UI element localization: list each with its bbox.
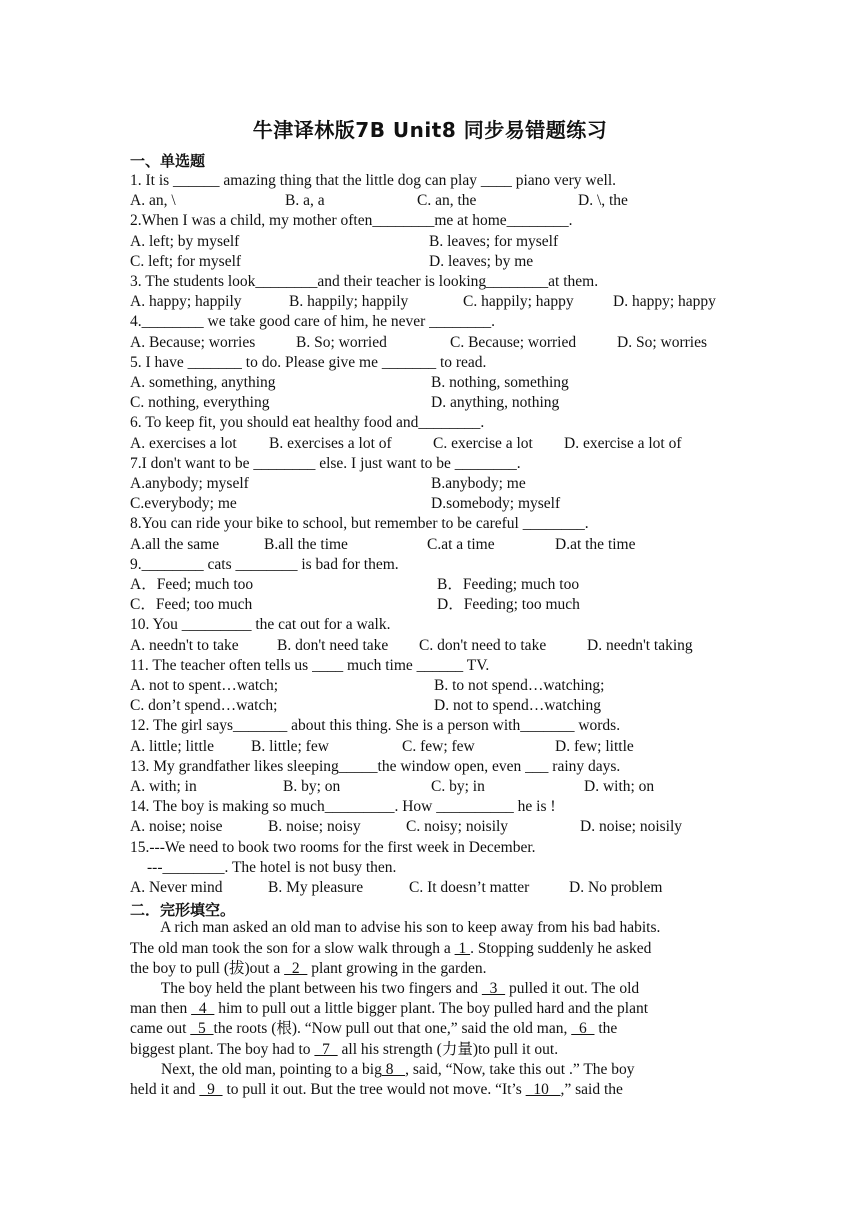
answer-option: B. nothing, something bbox=[431, 374, 569, 391]
answer-option: B. little; few bbox=[251, 737, 329, 755]
answer-option: B.anybody; me bbox=[431, 475, 526, 492]
answer-option: B. My pleasure bbox=[268, 879, 364, 896]
cloze-blank: 6 bbox=[571, 1020, 595, 1038]
cloze-blank: 4 bbox=[191, 1000, 215, 1018]
answer-option: C. don't need to take bbox=[419, 636, 547, 654]
document-title: 牛津译林版7B Unit8 同步易错题练习 bbox=[252, 118, 608, 142]
answer-option: D. noise; noisily bbox=[580, 818, 683, 836]
answer-option: D. No problem bbox=[569, 879, 663, 896]
passage-line bbox=[130, 1019, 730, 1039]
question-stem: 12. The girl says_______ about this thing. She is a person with_______ words. bbox=[130, 717, 621, 735]
passage-text: A rich man asked an old man to advise his son to keep away from his bad habits. bbox=[130, 919, 661, 937]
passage-line bbox=[130, 939, 730, 959]
answer-option: D.at the time bbox=[555, 535, 636, 553]
passage-line bbox=[130, 1080, 730, 1100]
answer-option: B.all the time bbox=[264, 535, 348, 553]
answer-option: C. by; in bbox=[431, 778, 485, 795]
answer-option: C. noisy; noisily bbox=[406, 818, 509, 836]
question-stem: 10. You _________ the cat out for a walk. bbox=[130, 616, 391, 634]
answer-option: D.somebody; myself bbox=[431, 495, 561, 513]
answer-option: A. an, \ bbox=[130, 192, 176, 210]
passage-line bbox=[130, 999, 730, 1019]
passage-text: biggest plant. The boy had to bbox=[130, 1040, 315, 1058]
answer-option: C. Because; worried bbox=[450, 333, 577, 351]
answer-option: C. exercise a lot bbox=[433, 434, 533, 452]
answer-option: A.anybody; myself bbox=[130, 475, 249, 492]
passage-line bbox=[130, 918, 730, 938]
answer-option: C. left; for myself bbox=[130, 252, 242, 270]
passage-text: him to pull out a little bigger plant. The boy pulled hard and the plant bbox=[214, 1000, 649, 1018]
question-stem: 13. My grandfather likes sleeping_____the window open, even ___ rainy days. bbox=[130, 757, 621, 775]
passage-line bbox=[130, 959, 730, 979]
passage-line bbox=[130, 1060, 730, 1080]
cloze-blank: 10 bbox=[525, 1081, 561, 1098]
answer-option: D. \, the bbox=[578, 192, 628, 210]
question-stem: 7.I don't want to be ________ else. I just want to be ________. bbox=[130, 454, 521, 472]
answer-option: B. exercises a lot of bbox=[269, 434, 392, 452]
answer-option: D. few; little bbox=[555, 737, 634, 755]
passage-text: held it and bbox=[130, 1081, 200, 1098]
answer-option: A. exercises a lot bbox=[130, 434, 237, 452]
answer-option: B. to not spend…watching; bbox=[434, 677, 605, 694]
question-stem: 8.You can ride your bike to school, but remember to be careful ________. bbox=[130, 515, 589, 533]
passage-text: the roots (根). “Now pull out that one,” said the old man, bbox=[213, 1020, 572, 1038]
passage-text: the boy to pull (拔)out a bbox=[130, 959, 285, 977]
answer-option: C.everybody; me bbox=[130, 495, 237, 513]
passage-text: all his strength (力量)to pull it out. bbox=[337, 1040, 559, 1058]
answer-option: B. by; on bbox=[283, 778, 341, 795]
answer-option: D. needn't taking bbox=[587, 636, 693, 654]
passage-line bbox=[130, 979, 730, 999]
answer-option: B. noise; noisy bbox=[268, 818, 361, 836]
answer-option: B. So; worried bbox=[296, 333, 387, 351]
answer-option: B．Feeding; much too bbox=[437, 576, 580, 593]
question-stem: 6. To keep fit, you should eat healthy food and________. bbox=[130, 414, 485, 432]
answer-option: D. exercise a lot of bbox=[564, 434, 682, 452]
answer-option: C. happily; happy bbox=[463, 293, 574, 311]
passage-text: man then bbox=[130, 1000, 192, 1018]
answer-option: D. not to spend…watching bbox=[434, 697, 602, 715]
answer-option: A. something, anything bbox=[130, 374, 276, 391]
answer-option: A. not to spent…watch; bbox=[130, 677, 279, 694]
question-stem: 5. I have _______ to do. Please give me _______ to read. bbox=[130, 353, 487, 371]
answer-option: A. left; by myself bbox=[130, 232, 240, 250]
answer-option: A. needn't to take bbox=[130, 636, 239, 654]
answer-option: A. happy; happily bbox=[130, 293, 242, 311]
answer-option: B. leaves; for myself bbox=[429, 232, 559, 250]
passage-text: ,” said the bbox=[560, 1081, 623, 1098]
question-stem: 14. The boy is making so much_________. How __________ he is ! bbox=[130, 798, 556, 816]
question-stem: 2.When I was a child, my mother often________me at home________. bbox=[130, 212, 573, 230]
cloze-blank: 5 bbox=[190, 1020, 214, 1038]
section-heading-single-choice: 一、单选题 bbox=[130, 152, 206, 170]
answer-option: D. happy; happy bbox=[613, 293, 716, 311]
passage-text: , said, “Now, take this out .” The boy bbox=[405, 1060, 635, 1078]
cloze-blank: 8 bbox=[381, 1060, 406, 1078]
passage-text: pulled it out. The old bbox=[505, 980, 640, 997]
answer-option: C. an, the bbox=[417, 192, 477, 210]
question-stem: 3. The students look________and their teacher is looking________at them. bbox=[130, 273, 599, 290]
answer-option: D. leaves; by me bbox=[429, 252, 534, 270]
answer-option: B. happily; happily bbox=[289, 293, 409, 311]
passage-text: to pull it out. But the tree would not move. “It’s bbox=[222, 1081, 526, 1098]
cloze-blank: 3 bbox=[481, 980, 506, 997]
answer-option: D. anything, nothing bbox=[431, 394, 560, 412]
answer-option: A. Never mind bbox=[130, 879, 223, 896]
question-stem: 9.________ cats ________ is bad for them. bbox=[130, 555, 399, 573]
cloze-blank: 1 bbox=[454, 939, 471, 957]
answer-option: C.at a time bbox=[427, 535, 495, 553]
cloze-blank: 2 bbox=[284, 959, 308, 977]
passage-text: . Stopping suddenly he asked bbox=[470, 939, 652, 957]
question-stem: 1. It is ______ amazing thing that the little dog can play ____ piano very well. bbox=[130, 172, 616, 189]
answer-option: D. So; worries bbox=[617, 333, 707, 351]
question-stem: 11. The teacher often tells us ____ much time ______ TV. bbox=[130, 656, 490, 674]
answer-option: A. little; little bbox=[130, 737, 214, 755]
answer-option: C. few; few bbox=[402, 737, 475, 755]
answer-option: A．Feed; much too bbox=[130, 576, 254, 593]
answer-option: B. don't need take bbox=[277, 636, 389, 654]
section-heading-cloze: 二．完形填空。 bbox=[130, 901, 236, 920]
answer-option: A.all the same bbox=[130, 535, 220, 553]
answer-option: C. don’t spend…watch; bbox=[130, 697, 278, 715]
question-stem: 4.________ we take good care of him, he never ________. bbox=[130, 313, 496, 331]
answer-option: C. nothing, everything bbox=[130, 394, 270, 412]
question-stem: 15.---We need to book two rooms for the first week in December. bbox=[130, 838, 536, 856]
answer-option: C．Feed; too much bbox=[130, 596, 253, 614]
cloze-blank: 7 bbox=[314, 1040, 338, 1058]
answer-option: D. with; on bbox=[584, 778, 655, 795]
answer-option: A. with; in bbox=[130, 778, 197, 795]
answer-option: D．Feeding; too much bbox=[437, 596, 580, 614]
passage-text: the bbox=[594, 1020, 618, 1038]
cloze-blank: 9 bbox=[199, 1081, 223, 1098]
passage-line bbox=[130, 1040, 730, 1060]
question-stem-response: ---________. The hotel is not busy then. bbox=[147, 858, 397, 876]
answer-option: A. noise; noise bbox=[130, 818, 223, 836]
passage-text: Next, the old man, pointing to a big bbox=[130, 1060, 382, 1078]
answer-option: A. Because; worries bbox=[130, 333, 256, 351]
passage-text: The old man took the son for a slow walk through a bbox=[130, 939, 455, 957]
passage-text: The boy held the plant between his two fingers and bbox=[130, 980, 482, 997]
passage-text: plant growing in the garden. bbox=[307, 959, 487, 977]
answer-option: B. a, a bbox=[285, 192, 325, 210]
passage-text: came out bbox=[130, 1020, 191, 1038]
answer-option: C. It doesn’t matter bbox=[409, 879, 530, 896]
